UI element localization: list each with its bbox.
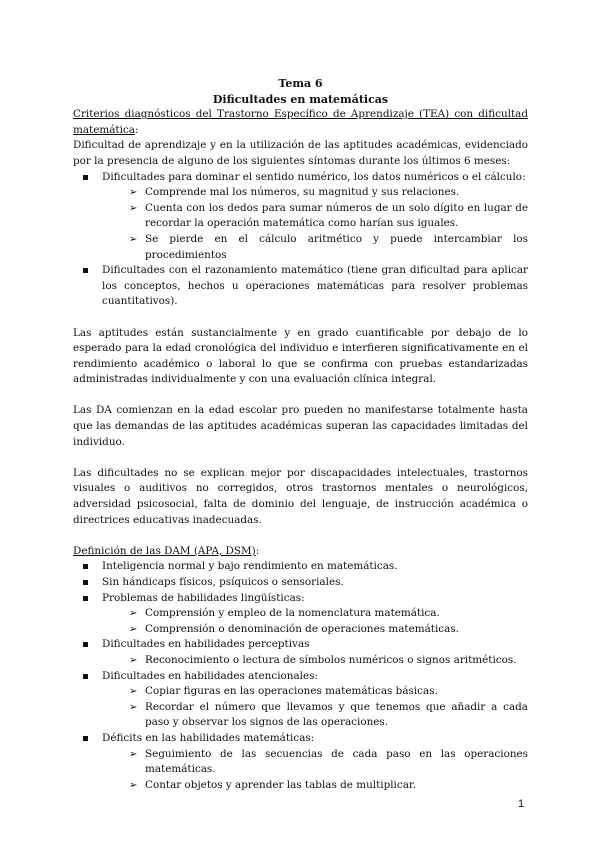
list-item-text: Dificultades en habilidades perceptivas [102, 638, 310, 651]
list-item [73, 559, 528, 575]
arrow-bullet-icon: ➢ [129, 686, 138, 698]
sub-list-item-text: Comprensión y empleo de la nomenclatura matemática. [145, 607, 440, 620]
document-page [73, 76, 528, 793]
tea-intro: Dificultad de aprendizaje y en la utilización de las aptitudes académicas, evidenciado por la presencia de alguno de los siguientes síntomas durante los últimos 6 meses: [73, 139, 528, 167]
paragraph-da-onset: Las DA comienzan en la edad escolar pro pueden no manifestarse totalmente hasta que las demandas de las aptitudes académicas superan las capacidades limitadas del individuo. [73, 404, 528, 448]
list-item-text: Dificultades para dominar el sentido numérico, los datos numéricos o el cálculo: [102, 170, 526, 183]
list-item [73, 637, 528, 653]
square-bullet-icon [83, 175, 88, 180]
arrow-bullet-icon: ➢ [129, 608, 138, 620]
sub-list-item-text: Reconocimiento o lectura de símbolos numéricos o signos aritméticos. [145, 653, 517, 666]
sub-list-item-text: Comprensión o denominación de operaciones matemáticas. [145, 622, 459, 635]
sub-list-item [73, 747, 528, 778]
arrow-bullet-icon: ➢ [129, 654, 138, 666]
sub-list-item [73, 653, 528, 669]
sub-list-item [73, 606, 528, 622]
sub-list-item-text: Copiar figuras en las operaciones matemáticas básicas. [145, 685, 438, 698]
list-item-text: Sin hándicaps físicos, psíquicos o sensoriales. [102, 576, 344, 588]
tea-heading-line [73, 107, 528, 138]
sub-list-item-text: Contar objetos y aprender las tablas de multiplicar. [145, 778, 417, 791]
list-item-text: Dificultades con el razonamiento matemático (tiene gran dificultad para aplicar los conceptos, hechos u operaciones matemáticas para resolver problemas cuantitativos). [102, 264, 528, 308]
sub-list-item [73, 232, 528, 263]
tea-criteria-list [73, 170, 528, 310]
list-item [73, 669, 528, 685]
sub-list-item [73, 700, 528, 731]
list-item [73, 591, 528, 607]
arrow-bullet-icon: ➢ [129, 187, 138, 199]
sub-list-item-text: Se pierde en el cálculo aritmético y puede intercambiar los procedimientos [145, 232, 528, 261]
list-item-text: Déficits en las habilidades matemáticas: [102, 731, 315, 744]
dam-heading: Definición de las DAM (APA, DSM) [73, 544, 256, 557]
square-bullet-icon [83, 564, 88, 569]
dam-heading-colon: : [255, 544, 260, 557]
list-item-text: Problemas de habilidades lingüísticas: [102, 591, 305, 604]
sub-list-item-text: Seguimiento de las secuencias de cada paso en las operaciones matemáticas. [145, 747, 528, 776]
dam-definition-list [73, 559, 528, 793]
sub-list-item-text: Recordar el número que llevamos y que tenemos que añadir a cada paso y observar los signos de las operaciones. [145, 700, 528, 729]
arrow-bullet-icon: ➢ [129, 748, 138, 760]
square-bullet-icon [83, 674, 88, 679]
sub-list-item-text: Comprende mal los números, su magnitud y sus relaciones. [145, 186, 460, 199]
page-subtitle: Dificultades en matemáticas [212, 92, 389, 106]
list-item-text: Inteligencia normal y bajo rendimiento en matemáticas. [102, 560, 398, 573]
arrow-bullet-icon: ➢ [129, 233, 138, 245]
dam-heading-line [73, 544, 528, 560]
paragraph-exclusions: Las dificultades no se explican mejor por discapacidades intelectuales, trastornos visuales o auditivos no corregidos, otros trastornos mentales o neurológicos, adversidad psicosocial, falta de dominio del lenguaje, de instrucción académica o directrices educativas inadecuadas. [73, 466, 528, 526]
page-number: 1 [518, 798, 525, 810]
sub-list-item-text: Cuenta con los dedos para sumar números de un solo dígito en lugar de recordar la operación matemática como harían sus iguales. [145, 201, 528, 230]
square-bullet-icon [83, 580, 88, 585]
list-item [73, 170, 528, 186]
arrow-bullet-icon: ➢ [129, 202, 138, 214]
sub-list-item [73, 622, 528, 638]
sub-list-item [73, 185, 528, 201]
list-item [73, 731, 528, 747]
page-title: Tema 6 [278, 77, 323, 90]
list-item [73, 575, 528, 591]
paragraph-aptitudes: Las aptitudes están sustancialmente y en grado cuantificable por debajo de lo esperado para la edad cronológica del individuo e interfieren significativamente en el rendimiento académico o laboral lo que se confirma con pruebas estandarizadas administradas individualmente y con una evaluación clínica integral. [73, 326, 528, 386]
list-item-text: Dificultades en habilidades atencionales: [102, 669, 318, 682]
tea-heading-colon: : [134, 123, 139, 136]
arrow-bullet-icon: ➢ [129, 701, 138, 713]
sub-list-item [73, 778, 528, 794]
sub-list-item [73, 201, 528, 232]
square-bullet-icon [83, 268, 88, 273]
list-item [73, 263, 528, 310]
square-bullet-icon [83, 736, 88, 741]
arrow-bullet-icon: ➢ [129, 779, 138, 791]
tea-heading: Criterios diagnósticos del Trastorno Específico de Aprendizaje (TEA) con dificultad matemática [73, 108, 528, 136]
sub-list-item [73, 684, 528, 700]
square-bullet-icon [83, 596, 88, 601]
arrow-bullet-icon: ➢ [129, 623, 138, 635]
square-bullet-icon [83, 642, 88, 647]
